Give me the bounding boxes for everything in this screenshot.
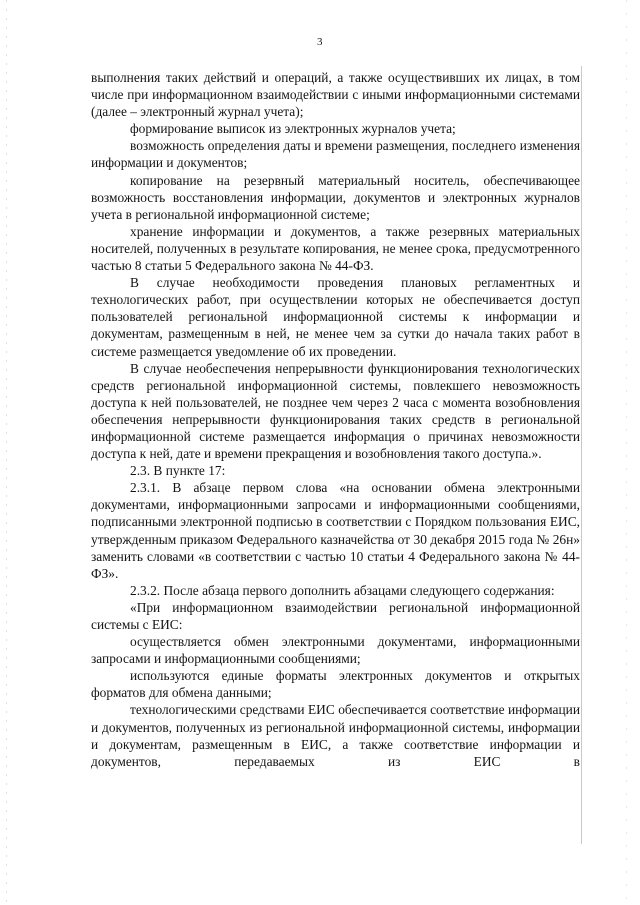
scan-edge-mark-right bbox=[626, 0, 627, 905]
paragraph-date-time: возможность определения даты и времени размещения, последнего изменения информации и документов; bbox=[91, 138, 580, 171]
paragraph-journal-continuation: выполнения таких действий и операций, а также осуществивших их лицах, в том числе при информационном взаимодействии с иными информационными системами (далее – электронный журнал учета); bbox=[91, 70, 580, 120]
paragraph-correspondence: технологическими средствами ЕИС обеспечивается соответствие информации и документов, полученных из региональной информационной системы, информации и документам, размещенным в ЕИС, а также соответствие информации и документов, передаваемых из ЕИС в bbox=[91, 702, 580, 769]
paragraph-interaction-intro: «При информационном взаимодействии региональной информационной системы с ЕИС: bbox=[91, 599, 580, 632]
paragraph-backup-copy: копирование на резервный материальный носитель, обеспечивающее возможность восстановления информации, документов и электронных журналов учета в региональной информационной системе; bbox=[91, 172, 580, 222]
paragraph-formats: используются единые форматы электронных документов и открытых форматов для обмена данными; bbox=[91, 668, 580, 701]
paragraph-exchange: осуществляется обмен электронными документами, информационными запросами и информационными сообщениями; bbox=[91, 634, 580, 667]
paragraph-continuity-failure: В случае необеспечения непрерывности функционирования технологических средств региональной информационной системы, повлекшего невозможность доступа к ней пользователей, не позднее чем через 2 часа с момента возобновления обеспечения непрерывности функционирования таких средств в региональной информационной системе размещается информация о причинах невозможности доступа к ней, дате и времени прекращения и возобновления такого доступа.». bbox=[91, 360, 580, 462]
scan-edge-mark-left bbox=[6, 0, 7, 905]
paragraph-clause-2-3: 2.3. В пункте 17: bbox=[130, 463, 226, 479]
document-body bbox=[91, 69, 580, 770]
paragraph-extracts: формирование выписок из электронных журналов учета; bbox=[130, 121, 456, 137]
paragraph-clause-2-3-1: 2.3.1. В абзаце первом слова «на основании обмена электронными документами, информационными запросами и информационными сообщениями, подписанными электронной подписью в соответствии с Порядком пользования ЕИС, утвержденным приказом Федерального казначейства от 30 декабря 2015 года № 26н» заменить словами «в соответствии с частью 10 статьи 4 Федерального закона № 44-ФЗ». bbox=[91, 480, 580, 581]
paragraph-clause-2-3-2: 2.3.2. После абзаца первого дополнить абзацами следующего содержания: bbox=[130, 582, 555, 598]
paragraph-storage: хранение информации и документов, а также резервных материальных носителей, полученных в результате копирования, не менее срока, предусмотренного частью 8 статьи 5 Федерального закона № 44-ФЗ. bbox=[91, 223, 580, 274]
right-margin-line bbox=[581, 66, 582, 844]
paragraph-scheduled-maintenance: В случае необходимости проведения плановых регламентных и технологических работ, при осуществлении которых не обеспечивается доступ пользователей региональной информационной системы к информации и документам, размещенным в ней, не менее чем за сутки до начала таких работ в системе размещается уведомление об их проведении. bbox=[91, 275, 580, 359]
page-number: 3 bbox=[317, 36, 323, 48]
